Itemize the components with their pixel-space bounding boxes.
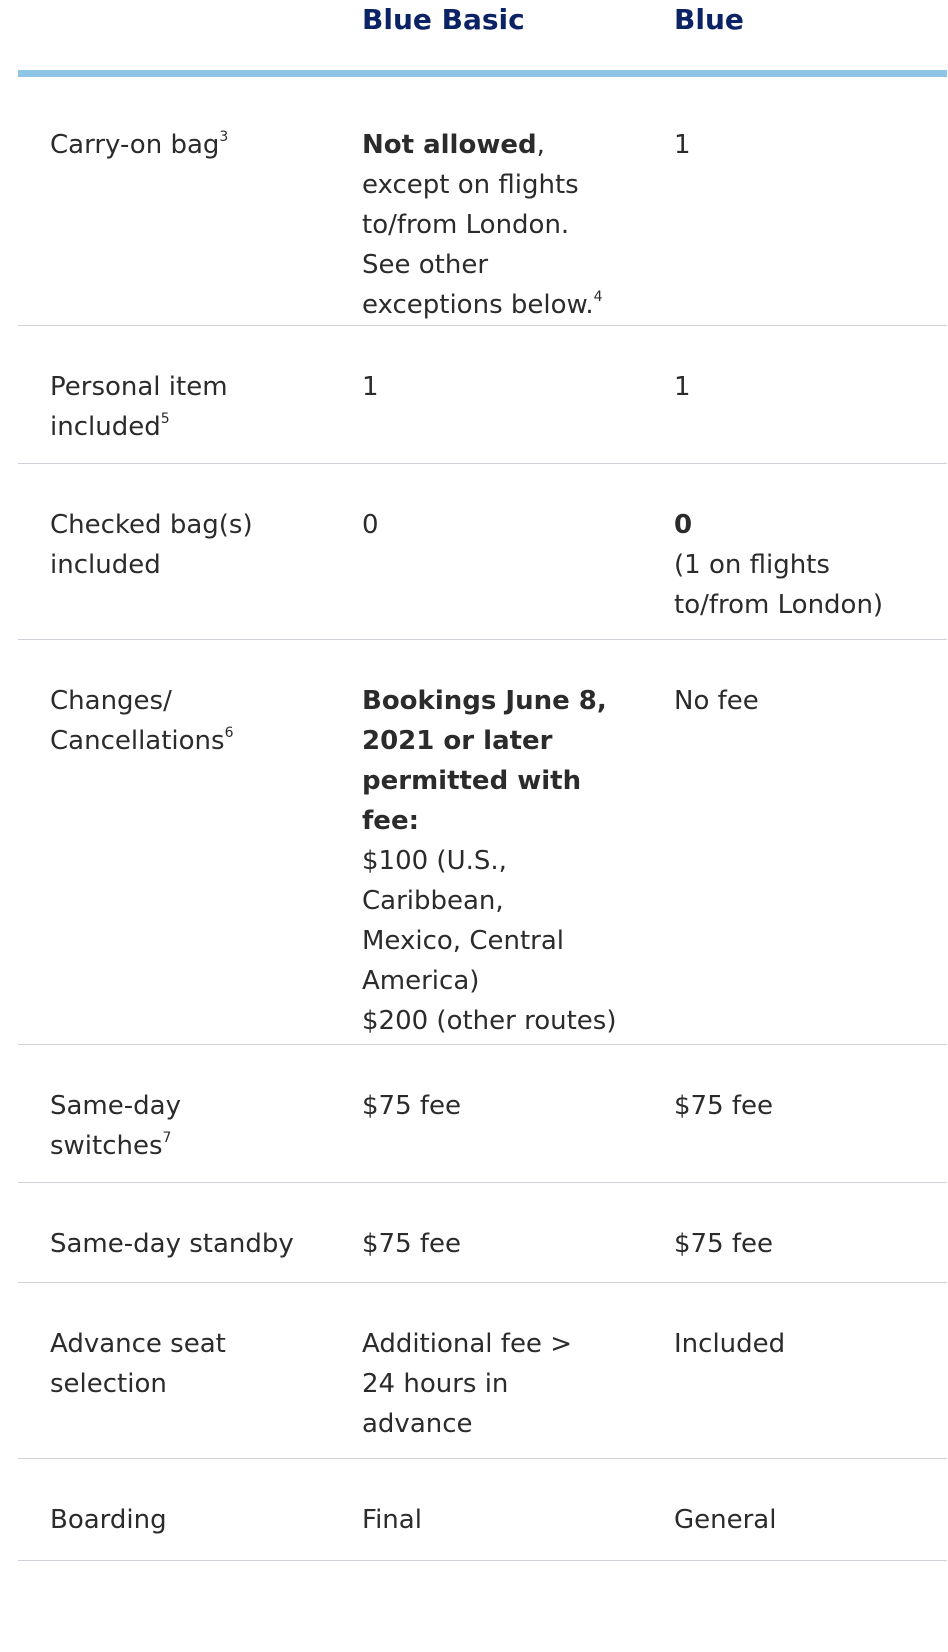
row-label: Boarding (50, 1505, 167, 1535)
blue-basic-value: 0 (362, 510, 379, 540)
row-label: Checked bag(s) included (50, 510, 253, 580)
table-row-boarding (18, 1460, 947, 1561)
table-row-checked-bags (18, 465, 947, 640)
blue-value: $75 fee (674, 1229, 774, 1259)
table-row-same-day-switches (18, 1046, 947, 1183)
blue-basic-value: Bookings June 8, 2021 or later permitted with fee: $100 (U.S., Caribbean, Mexico, Central America) $200 (other routes) (362, 686, 617, 1036)
blue-value: 1 (674, 372, 691, 402)
row-label: Changes/ Cancellations$^6$ (50, 686, 234, 756)
blue-value: General (674, 1505, 777, 1535)
table-row-advance-seat-selection (18, 1284, 947, 1459)
table-row-same-day-standby (18, 1184, 947, 1283)
column-header-blue: Blue (674, 3, 744, 36)
blue-basic-value: 1 (362, 372, 379, 402)
blue-value: 1 (674, 130, 691, 160)
blue-basic-value: Additional fee > 24 hours in advance (362, 1329, 572, 1439)
column-header-blue-basic: Blue Basic (362, 3, 525, 36)
table-row-carry-on (18, 85, 947, 326)
row-label: Personal item included$^5$ (50, 372, 228, 442)
blue-basic-value: Not allowed, except on flights to/from London. See other exceptions below.$^4$ (362, 130, 603, 320)
blue-basic-value: Final (362, 1505, 422, 1535)
header-divider (18, 70, 947, 77)
table-header (0, 0, 948, 68)
blue-value: No fee (674, 686, 759, 716)
blue-basic-value: $75 fee (362, 1229, 462, 1259)
row-label: Carry-on bag$^3$ (50, 129, 229, 160)
table-row-personal-item (18, 327, 947, 464)
blue-basic-value: $75 fee (362, 1091, 462, 1121)
blue-value: Included (674, 1329, 786, 1359)
row-label: Same-day switches$^7$ (50, 1091, 181, 1161)
table-row-changes-cancellations (18, 641, 947, 1045)
row-label: Advance seat selection (50, 1329, 226, 1399)
row-label: Same-day standby (50, 1229, 294, 1259)
blue-value: 0 (1 on flights to/from London) (674, 510, 884, 620)
blue-value: $75 fee (674, 1091, 774, 1121)
